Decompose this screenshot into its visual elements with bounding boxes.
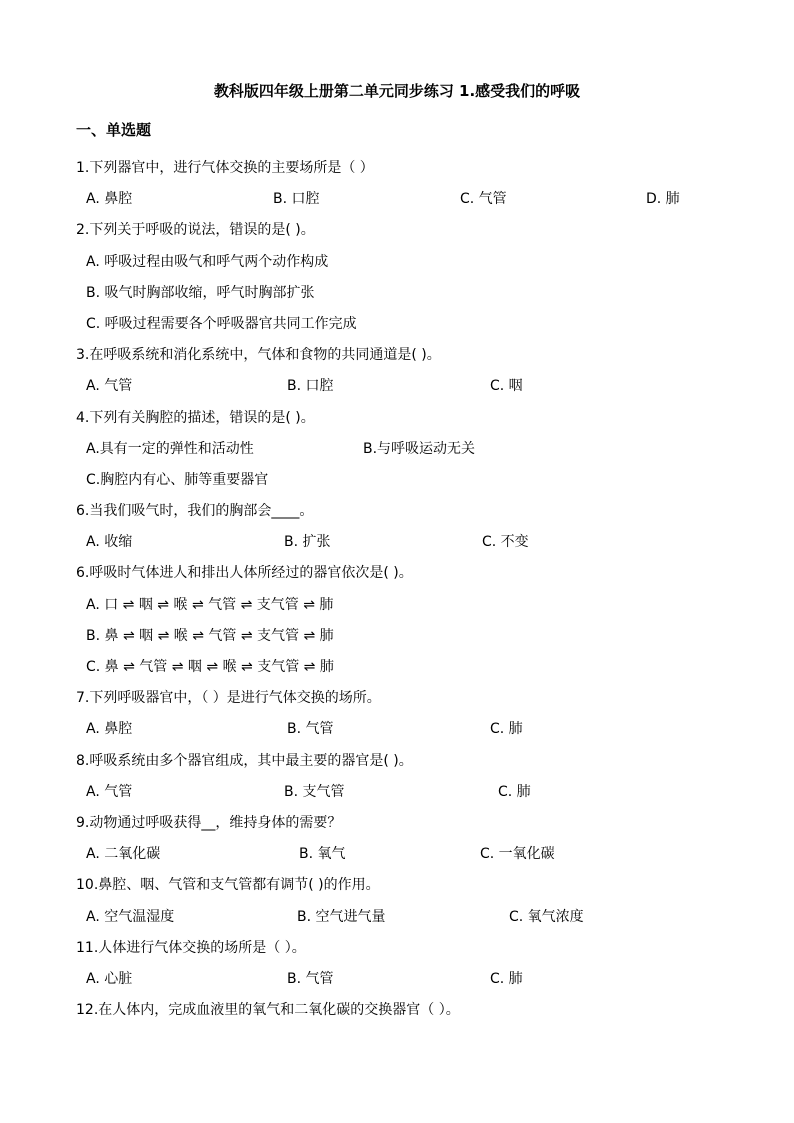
- options-row: [0, 187, 794, 218]
- options-row: [0, 842, 794, 873]
- question-stem: 4.下列有关胸腔的描述，错误的是( )。: [76, 409, 315, 426]
- question-stem: 3.在呼吸系统和消化系统中，气体和食物的共同通道是( )。: [76, 347, 441, 364]
- option-a: A. 呼吸过程由吸气和呼气两个动作构成: [86, 253, 329, 270]
- options-row: [0, 655, 794, 686]
- option-c: C. 一氧化碳: [480, 846, 555, 863]
- option-d: D. 肺: [646, 191, 680, 208]
- option-b: B. 气管: [287, 970, 334, 987]
- option-a: A. 二氧化碳: [86, 846, 161, 863]
- options-row: [0, 281, 794, 312]
- question-stem: 11.人体进行气体交换的场所是（ ）。: [76, 939, 306, 956]
- option-c: C. 咽: [490, 378, 523, 395]
- options-row: [0, 250, 794, 281]
- option-c: C. 肺: [490, 970, 523, 987]
- option-c: C. 肺: [490, 721, 523, 738]
- option-a: A. 心脏: [86, 970, 133, 987]
- question-stem-line: [0, 343, 794, 374]
- question-stem-line: [0, 156, 794, 187]
- option-c: C. 不变: [482, 534, 529, 551]
- options-row: [0, 468, 794, 499]
- options-row: [0, 624, 794, 655]
- option-b: B. 空气进气量: [297, 908, 386, 925]
- question-stem: 8.呼吸系统由多个器官组成，其中最主要的器官是( )。: [76, 752, 413, 769]
- option-c: C. 鼻 ⇌ 气管 ⇌ 咽 ⇌ 喉 ⇌ 支气管 ⇌ 肺: [86, 659, 334, 675]
- option-a: A. 鼻腔: [86, 721, 133, 738]
- question-stem: 7.下列呼吸器官中，（ ）是进行气体交换的场所。: [76, 690, 381, 707]
- question-stem: 12.在人体内，完成血液里的氧气和二氧化碳的交换器官（ ）。: [76, 1002, 460, 1019]
- option-b: B.与呼吸运动无关: [363, 440, 476, 457]
- question-stem-line: [0, 873, 794, 904]
- option-a: A. 空气温湿度: [86, 908, 175, 925]
- page-title: 教科版四年级上册第二单元同步练习 1.感受我们的呼吸: [213, 82, 581, 100]
- option-c: C. 肺: [498, 783, 531, 800]
- option-a: A. 气管: [86, 783, 133, 800]
- option-c: C. 氧气浓度: [509, 908, 584, 925]
- option-b: B. 氧气: [299, 846, 346, 863]
- option-c: C. 气管: [460, 191, 507, 208]
- question-stem-line: [0, 406, 794, 437]
- option-a: A. 口 ⇌ 咽 ⇌ 喉 ⇌ 气管 ⇌ 支气管 ⇌ 肺: [86, 596, 334, 613]
- option-b: B. 支气管: [284, 783, 345, 800]
- option-a: A.具有一定的弹性和活动性: [86, 440, 254, 457]
- option-c: C.胸腔内有心、肺等重要器官: [86, 471, 269, 488]
- options-row: [0, 967, 794, 998]
- option-b: B. 口腔: [273, 191, 320, 208]
- question-stem: 1.下列器官中，进行气体交换的主要场所是（ ）: [76, 160, 374, 176]
- options-row: [0, 717, 794, 748]
- option-b: B. 吸气时胸部收缩，呼气时胸部扩张: [86, 284, 315, 301]
- option-a: A. 鼻腔: [86, 191, 133, 208]
- options-row: [0, 593, 794, 624]
- question-stem: 10.鼻腔、咽、气管和支气管都有调节( )的作用。: [76, 877, 380, 894]
- options-row: [0, 905, 794, 936]
- option-b: B. 口腔: [287, 378, 334, 395]
- question-stem: 6.呼吸时气体进人和排出人体所经过的器官依次是( )。: [76, 565, 413, 582]
- section-heading: 一、单选题: [76, 121, 152, 139]
- question-stem-line: [0, 936, 794, 967]
- question-stem-line: [0, 998, 794, 1029]
- option-b: B. 气管: [287, 721, 334, 738]
- question-stem-line: [0, 499, 794, 530]
- option-b: B. 鼻 ⇌ 咽 ⇌ 喉 ⇌ 气管 ⇌ 支气管 ⇌ 肺: [86, 627, 334, 644]
- question-list: [0, 156, 794, 1029]
- question-stem: 2.下列关于呼吸的说法，错误的是( )。: [76, 222, 315, 239]
- option-a: A. 气管: [86, 378, 133, 395]
- question-stem: 6.当我们吸气时，我们的胸部会____。: [76, 503, 314, 520]
- question-stem-line: [0, 749, 794, 780]
- question-stem: 9.动物通过呼吸获得__，维持身体的需要？: [76, 814, 342, 831]
- options-row: [0, 437, 794, 468]
- options-row: [0, 530, 794, 561]
- options-row: [0, 312, 794, 343]
- question-stem-line: [0, 561, 794, 592]
- question-stem-line: [0, 811, 794, 842]
- options-row: [0, 374, 794, 405]
- options-row: [0, 780, 794, 811]
- question-stem-line: [0, 218, 794, 249]
- option-a: A. 收缩: [86, 534, 133, 551]
- question-stem-line: [0, 686, 794, 717]
- option-b: B. 扩张: [284, 534, 331, 551]
- option-c: C. 呼吸过程需要各个呼吸器官共同工作完成: [86, 315, 357, 332]
